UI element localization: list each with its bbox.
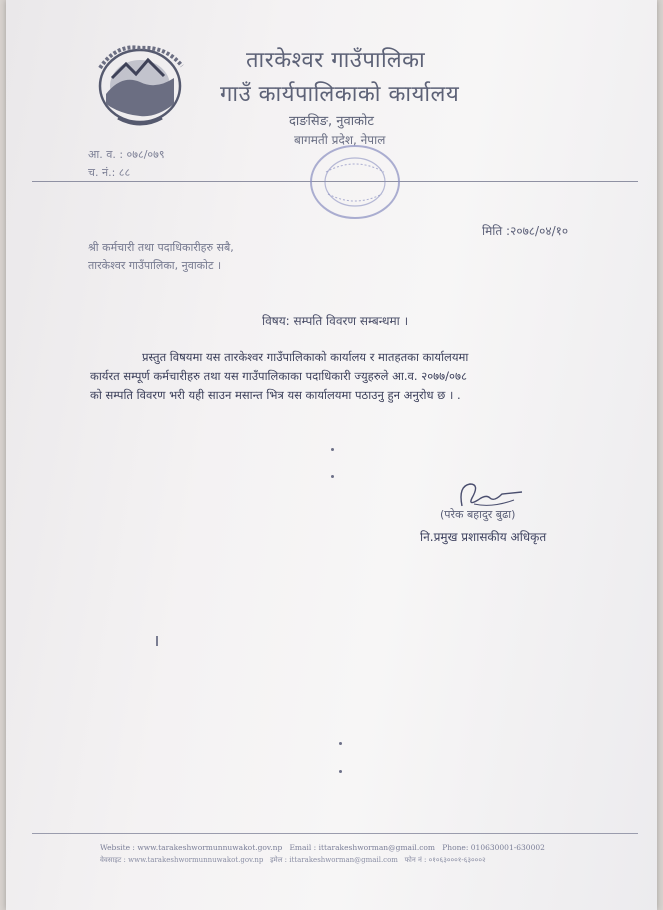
government-emblem-icon (92, 38, 188, 130)
fiscal-year-ref: आ. व. : ०७८/०७९ (88, 148, 165, 161)
footer-website: Website : www.tarakeshwormunnuwakot.gov.np (100, 843, 283, 852)
footer-website-np: वेवसाइट : www.tarakeshwormunnuwakot.gov.np (100, 856, 264, 864)
dispatch-number: च. नं.: ८८ (88, 166, 131, 179)
pen-mark (156, 636, 158, 646)
letter-date: मिति :२०७८/०४/१० (482, 224, 569, 238)
body-line-1: प्रस्तुत विषयमा यस तारकेश्वर गाउँपालिकाको कार्यालय र मातहतका कार्यालयमा (142, 350, 469, 364)
footer-phone: Phone: 010630001-630002 (442, 843, 545, 852)
office-name: गाउँ कार्यपालिकाको कार्यालय (220, 82, 460, 107)
signatory-designation: नि.प्रमुख प्रशासकीय अधिकृत (420, 530, 547, 544)
body-line-3: को सम्पति विवरण भरी यही साउन मसान्त भित्र यस कार्यालयमा पठाउनु हुन अनुरोध छ । . (90, 388, 461, 402)
pen-mark (339, 770, 342, 773)
body-line-2: कार्यरत सम्पूर्ण कर्मचारीहरु तथा यस गाउँपालिकाका पदाधिकारी ज्युहरुले आ.व. २०७७/०७८ (90, 369, 467, 383)
footer-email: Email : ittarakeshworman@gmail.com (289, 843, 436, 852)
office-stamp-icon (306, 142, 404, 222)
letter-page (6, 0, 657, 910)
recipient-line-2: तारकेश्वर गाउँपालिका, नुवाकोट । (88, 259, 222, 272)
office-location: दाङसिङ, नुवाकोट (289, 114, 374, 129)
municipality-name: तारकेश्वर गाउँपालिका (246, 48, 426, 73)
office-province: बागमती प्रदेश, नेपाल (294, 133, 386, 147)
footer-contact-nepali (100, 856, 486, 865)
pen-mark (331, 475, 334, 478)
recipient-line-1: श्री कर्मचारी तथा पदाधिकारीहरु सबै, (88, 241, 234, 254)
pen-mark (339, 742, 342, 745)
footer-divider (32, 833, 638, 834)
footer-phone-np: फोन नं : ०१०६३०००१-६३०००२ (404, 856, 486, 864)
signatory-name: (परेक बहादुर बुढा) (440, 508, 516, 521)
footer-email-np: इमेल : ittarakeshworman@gmail.com (270, 856, 398, 864)
letter-body (90, 348, 602, 405)
footer-contact-english (100, 843, 545, 852)
letter-subject: विषय: सम्पति विवरण सम्बन्धमा । (262, 314, 409, 328)
pen-mark (331, 448, 334, 451)
